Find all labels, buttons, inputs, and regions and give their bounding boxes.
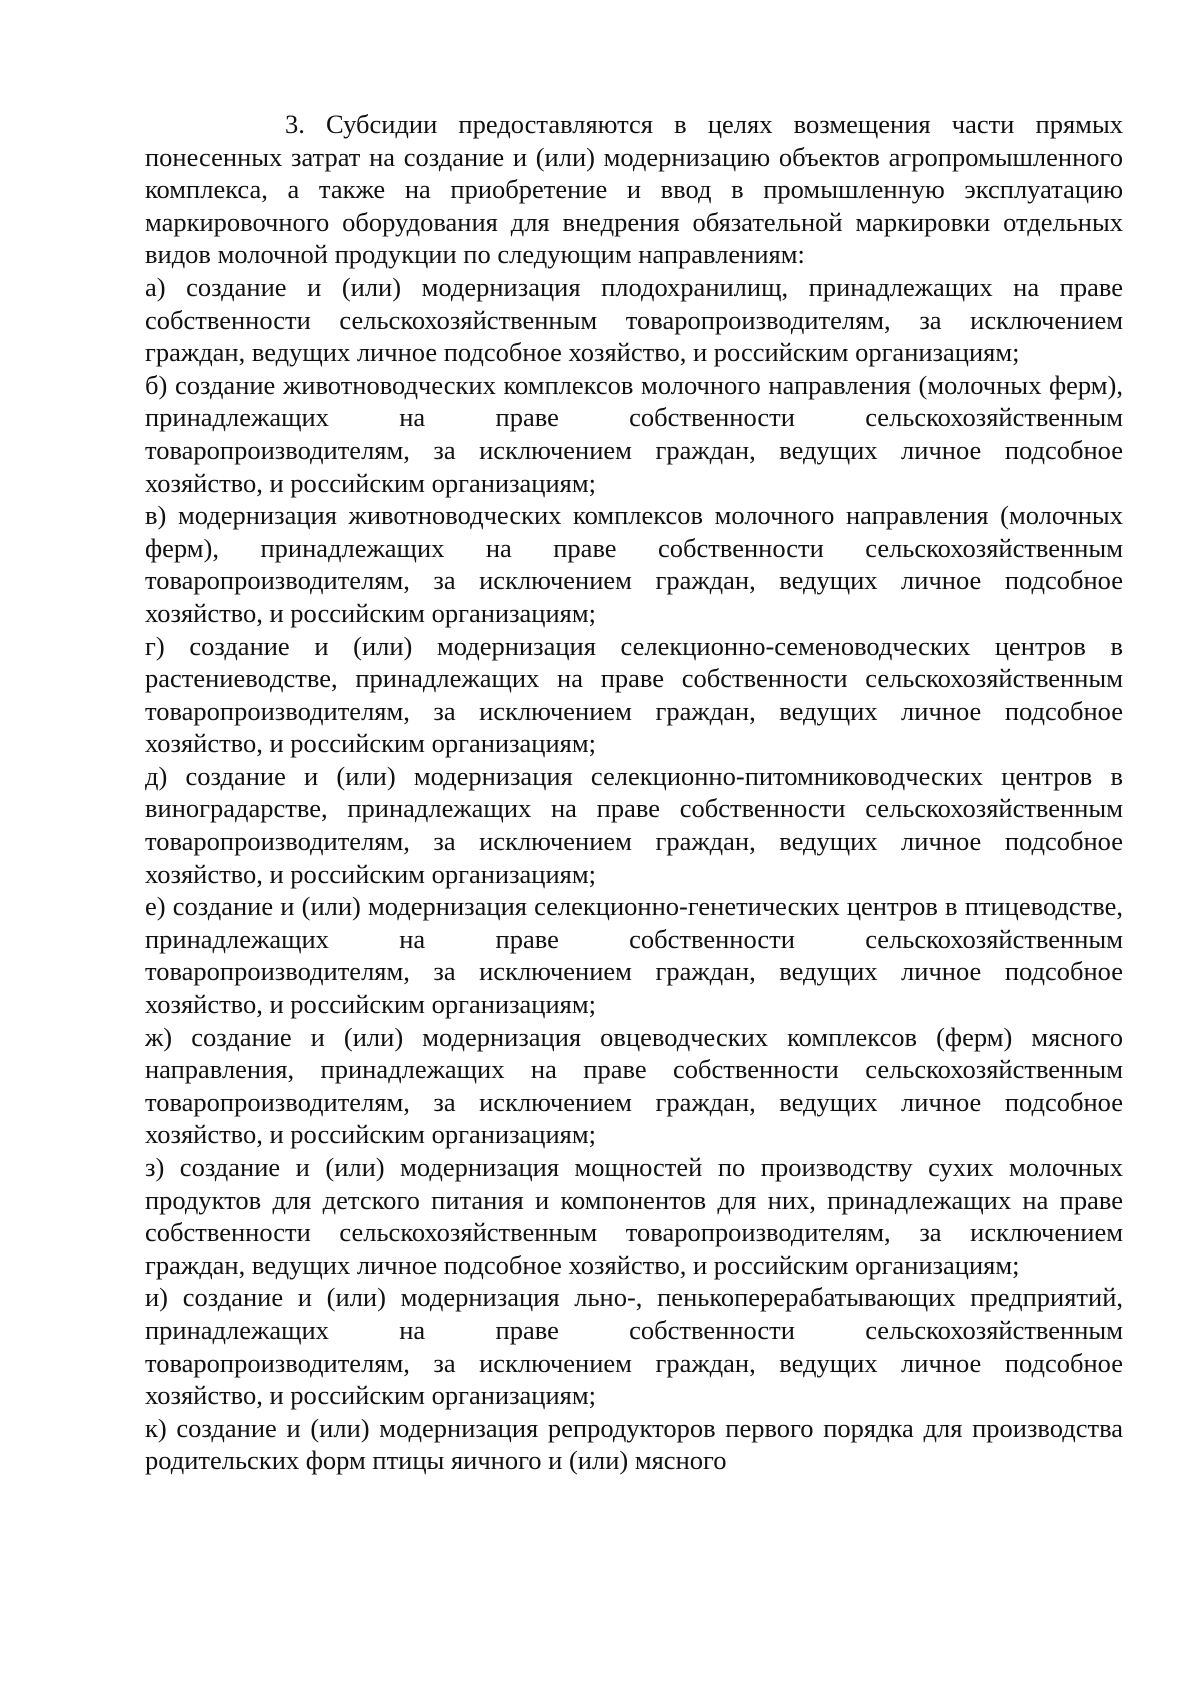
list-item-z: з) создание и (или) модернизация мощностей по производству сухих молочных продуктов для детского питания и компонентов для них, принадлежащих на праве собственности сельскохозяйственным товаропроизводителям, за исключением граждан, ведущих личное подсобное хозяйство, и российским организациям; — [145, 1152, 1123, 1280]
list-item-zh: ж) создание и (или) модернизация овцеводческих комплексов (ферм) мясного направления, принадлежащих на праве собственности сельскохозяйственным товаропроизводителям, за исключением граждан, ведущих личное подсобное хозяйство, и российским организациям; — [145, 1021, 1123, 1150]
list-item-a: а) создание и (или) модернизация плодохранилищ, принадлежащих на праве собственности сельскохозяйственным товаропроизводителям, за исключением граждан, ведущих личное подсобное хозяйство, и российским организациям; — [145, 271, 1123, 368]
list-item-g: г) создание и (или) модернизация селекционно-семеноводческих центров в растениеводстве, принадлежащих на праве собственности сельскохозяйственным товаропроизводителям, за исключением граждан, ведущих личное подсобное хозяйство, и российским организациям; — [145, 630, 1123, 759]
list-item-e: е) создание и (или) модернизация селекционно-генетических центров в птицеводстве, принадлежащих на праве собственности сельскохозяйственным товаропроизводителям, за исключением граждан, ведущих личное подсобное хозяйство, и российским организациям; — [145, 891, 1123, 1020]
list-item-v: в) модернизация животноводческих комплексов молочного направления (молочных ферм), принадлежащих на праве собственности сельскохозяйственным товаропроизводителям, за исключением граждан, ведущих личное подсобное хозяйство, и российским организациям; — [145, 500, 1123, 628]
document-page — [145, 108, 1123, 1477]
intro-paragraph: 3. Субсидии предоставляются в целях возмещения части прямых понесенных затрат на создание и (или) модернизацию объектов агропромышленного комплекса, а также на приобретение и ввод в промышленную эксплуатацию маркировочного оборудования для внедрения обязательной маркировки отдельных видов молочной продукции по следующим направлениям: — [145, 109, 1123, 270]
list-item-k: к) создание и (или) модернизация репродукторов первого порядка для производства родительских форм птицы яичного и (или) мясного — [145, 1412, 1123, 1476]
list-item-d: д) создание и (или) модернизация селекционно-питомниководческих центров в виноградарстве, принадлежащих на праве собственности сельскохозяйственным товаропроизводителям, за исключением граждан, ведущих личное подсобное хозяйство, и российским организациям; — [145, 760, 1123, 889]
list-item-b: б) создание животноводческих комплексов молочного направления (молочных ферм), принадлежащих на праве собственности сельскохозяйственным товаропроизводителям, за исключением граждан, ведущих личное подсобное хозяйство, и российским организациям; — [145, 369, 1123, 498]
list-item-i: и) создание и (или) модернизация льно-, пенькоперерабатывающих предприятий, принадлежащих на праве собственности сельскохозяйственным товаропроизводителям, за исключением граждан, ведущих личное подсобное хозяйство, и российским организациям; — [145, 1282, 1123, 1411]
